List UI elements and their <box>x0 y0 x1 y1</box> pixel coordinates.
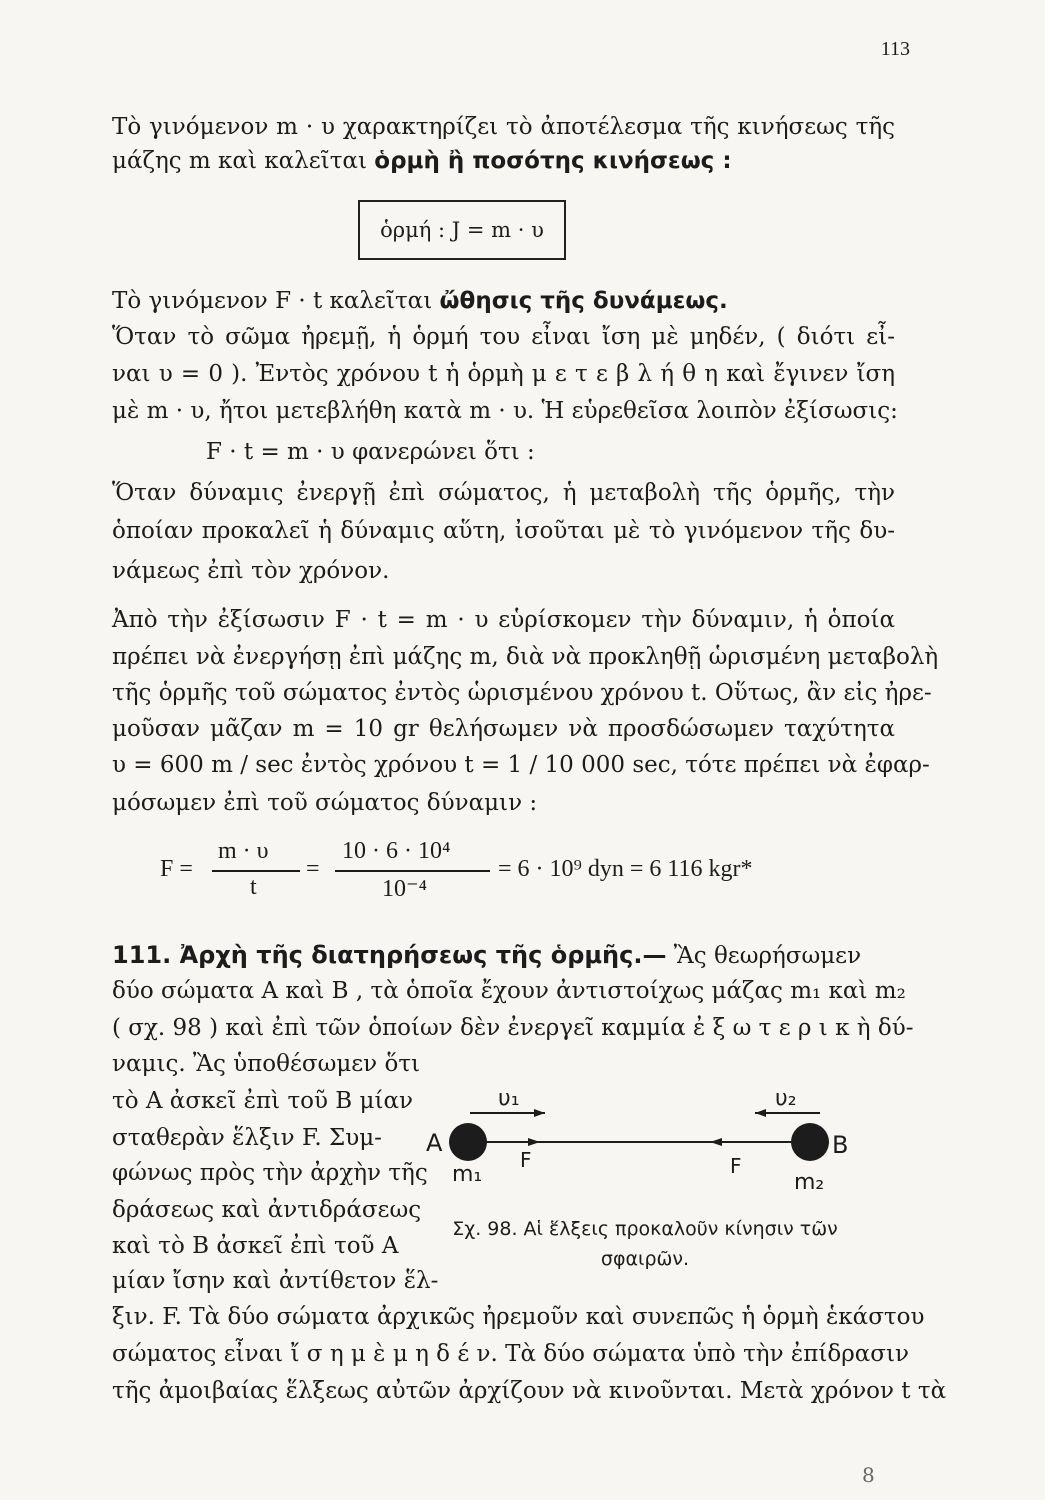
formula-equals: = <box>306 856 320 882</box>
force-label-right: F <box>730 1154 742 1178</box>
text-line <box>112 286 895 316</box>
figure-caption-continued: σφαιρῶν. <box>600 1248 690 1270</box>
text-line: τῆς ἀμοιβαίας ἕλξεως αὐτῶν ἀρχίζουν νὰ κινοῦνται. Μετὰ χρόνον t τὰ <box>112 1378 947 1404</box>
velocity-label-2: υ₂ <box>775 1086 797 1111</box>
term-momentum: ὁρμὴ ἢ ποσότης κινήσεως : <box>374 148 732 174</box>
formula-denominator-1: t <box>250 874 257 900</box>
formula-numerator-2: 10 · 6 · 10⁴ <box>342 838 451 864</box>
fraction-bar <box>212 870 300 872</box>
label-m2: m₂ <box>794 1170 825 1195</box>
text-line: φώνως πρὸς τὴν ἀρχὴν τῆς <box>112 1160 428 1186</box>
text-line: μὲ m · υ, ἤτοι μετεβλήθη κατὰ m · υ. Ἡ εὑρεθεῖσα λοιπὸν ἐξίσωσις: <box>112 398 898 424</box>
text-line: πρέπει νὰ ἐνεργήσῃ ἐπὶ μάζης m, διὰ νὰ προκληθῇ ὡρισμένη μεταβολὴ <box>112 644 939 670</box>
label-m1: m₁ <box>452 1162 483 1187</box>
force-formula <box>160 838 900 908</box>
label-a: A <box>426 1129 443 1157</box>
text-line: Τὸ γινόμενον m · υ χαρακτηρίζει τὸ ἀποτέλεσμα τῆς κινήσεως τῆς <box>112 114 895 140</box>
force-arrowhead-right <box>528 1138 540 1146</box>
text-line: υ = 600 m / sec ἐντὸς χρόνου t = 1 / 10 000 sec, τότε πρέπει νὰ ἐφαρ- <box>112 752 930 778</box>
text-line: τῆς ὁρμῆς τοῦ σώματος ἐντὸς ὡρισμένου χρόνου t. Οὕτως, ἂν εἰς ἠρε- <box>112 680 932 706</box>
force-arrowhead-left <box>710 1138 722 1146</box>
text-line: νάμεως ἐπὶ τὸν χρόνον. <box>112 558 390 584</box>
formula-numerator-1: m · υ <box>218 838 269 864</box>
text-line: δράσεως καὶ ἀντιδράσεως <box>112 1197 422 1223</box>
page-number: 113 <box>880 38 910 60</box>
label-b: B <box>832 1131 849 1159</box>
section-title: 111. Ἀρχὴ τῆς διατηρήσεως τῆς ὁρμῆς.— <box>112 941 667 969</box>
section-heading-line <box>112 940 895 971</box>
formula-denominator-2: 10⁻⁴ <box>382 876 428 902</box>
momentum-formula: ὁρμή : J = m · υ <box>380 218 544 242</box>
text-line: μόσωμεν ἐπὶ τοῦ σώματος δύναμιν : <box>112 790 538 816</box>
text-line: Ὅταν τὸ σῶμα ἠρεμῇ, ἡ ὁρμή του εἶναι ἴση μὲ μηδέν, ( διότι εἶ- <box>112 324 895 350</box>
figure-caption: Σχ. 98. Αἱ ἕλξεις προκαλοῦν κίνησιν τῶν <box>452 1218 838 1240</box>
text-line: ξιν. F. Τὰ δύο σώματα ἀρχικῶς ἠρεμοῦν καὶ συνεπῶς ἡ ὁρμὴ ἑκάστου <box>112 1304 925 1330</box>
force-label-left: F <box>520 1148 532 1172</box>
text-fragment: μάζης m καὶ καλεῖται <box>112 148 375 174</box>
text-line: ναμις. Ἂς ὑποθέσωμεν ὅτι <box>112 1051 421 1077</box>
text-fragment: Ἂς θεωρήσωμεν <box>666 943 862 969</box>
formula-result: = 6 · 10⁹ dyn = 6 116 kgr* <box>498 856 753 882</box>
text-line: Ἀπὸ τὴν ἐξίσωσιν F · t = m · υ εὑρίσκομεν τὴν δύναμιν, ἡ ὁποία <box>112 607 895 633</box>
equation-line: F · t = m · υ φανερώνει ὅτι : <box>206 439 535 465</box>
text-fragment: Τὸ γινόμενον F · t καλεῖται <box>112 288 440 314</box>
text-line: Ὅταν δύναμις ἐνεργῇ ἐπὶ σώματος, ἡ μεταβολὴ τῆς ὁρμῆς, τὴν <box>112 480 895 506</box>
text-line: σταθερὰν ἕλξιν F. Συμ- <box>112 1125 382 1151</box>
text-line: μίαν ἴσην καὶ ἀντίθετον ἕλ- <box>112 1268 439 1294</box>
text-line: ( σχ. 98 ) καὶ ἐπὶ τῶν ὁποίων δὲν ἐνεργεῖ καμμία ἐ ξ ω τ ε ρ ι κ ὴ δύ- <box>112 1015 914 1041</box>
formula-f: F = <box>160 856 193 882</box>
text-line: μοῦσαν μᾶζαν m = 10 gr θελήσωμεν νὰ προσδώσωμεν ταχύτητα <box>112 716 895 742</box>
term-impulse: ὤθησις τῆς δυνάμεως. <box>439 288 728 314</box>
text-line: σώματος εἶναι ἴ σ η μ ὲ μ η δ έ ν. Τὰ δύο σώματα ὑπὸ τὴν ἐπίδρασιν <box>112 1341 909 1367</box>
text-line: ναι υ = 0 ). Ἐντὸς χρόνου t ἡ ὁρμὴ μ ε τ ε β λ ή θ η καὶ ἔγινεν ἴση <box>112 361 895 387</box>
velocity-arrowhead-2 <box>755 1109 766 1117</box>
velocity-arrowhead-1 <box>534 1109 545 1117</box>
velocity-label-1: υ₁ <box>498 1086 520 1111</box>
fraction-bar <box>335 870 490 872</box>
signature-mark: 8 <box>862 1463 875 1487</box>
text-line: δύο σώματα A καὶ B , τὰ ὁποῖα ἔχουν ἀντιστοίχως μάζας m₁ καὶ m₂ <box>112 978 906 1004</box>
text-line: καὶ τὸ B ἀσκεῖ ἐπὶ τοῦ A <box>112 1233 399 1259</box>
text-line: ὁποίαν προκαλεῖ ἡ δύναμις αὕτη, ἰσοῦται μὲ τὸ γινόμενον τῆς δυ- <box>112 518 895 544</box>
figure-98 <box>410 1085 880 1205</box>
momentum-formula-box <box>358 200 566 260</box>
text-line <box>112 146 895 176</box>
text-line: τὸ A ἀσκεῖ ἐπὶ τοῦ B μίαν <box>112 1088 413 1114</box>
